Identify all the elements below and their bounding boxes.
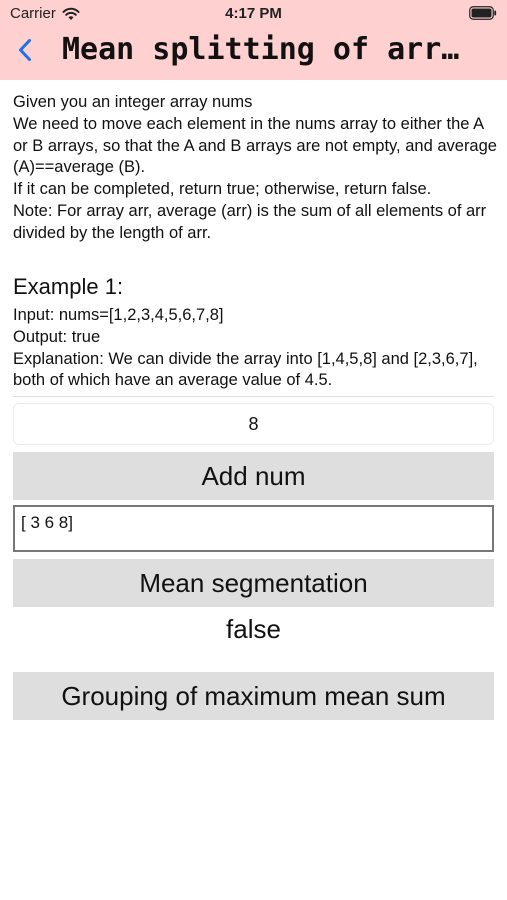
status-time: 4:17 PM xyxy=(225,5,282,22)
problem-description xyxy=(13,92,498,245)
description-line: Given you an integer array nums xyxy=(13,93,253,111)
example-input: Input: nums=[1,2,3,4,5,6,7,8] xyxy=(13,306,224,324)
back-button[interactable] xyxy=(12,34,38,66)
example-explanation: Explanation: We can divide the array into [1,4,5,8] and [2,3,6,7], both of which have an average value of 4.5. xyxy=(13,349,478,390)
chevron-left-icon xyxy=(18,38,32,62)
status-bar xyxy=(0,0,507,28)
battery-icon xyxy=(469,6,497,20)
mean-segmentation-button[interactable]: Mean segmentation xyxy=(13,559,494,607)
grouping-max-mean-sum-button[interactable]: Grouping of maximum mean sum xyxy=(13,672,494,720)
array-display: [ 3 6 8] xyxy=(13,505,494,552)
example-body xyxy=(13,305,498,392)
description-line: We need to move each element in the nums array to either the A or B arrays, so that the A and B arrays are not empty, and average (A)==average (B). xyxy=(13,114,497,177)
description-line: Note: For array arr, average (arr) is the sum of all elements of arr divided by the length of arr. xyxy=(13,201,487,242)
description-line: If it can be completed, return true; otherwise, return false. xyxy=(13,180,432,199)
example-title: Example 1: xyxy=(13,274,124,299)
divider xyxy=(13,396,494,397)
number-input[interactable] xyxy=(13,403,494,445)
add-num-button[interactable]: Add num xyxy=(13,452,494,500)
result-text: false xyxy=(226,614,281,644)
example-output: Output: true xyxy=(13,327,101,346)
carrier-label: Carrier xyxy=(10,5,56,22)
header xyxy=(0,0,507,80)
page-title: Mean splitting of arr… xyxy=(62,32,460,67)
navigation-bar xyxy=(0,28,507,72)
